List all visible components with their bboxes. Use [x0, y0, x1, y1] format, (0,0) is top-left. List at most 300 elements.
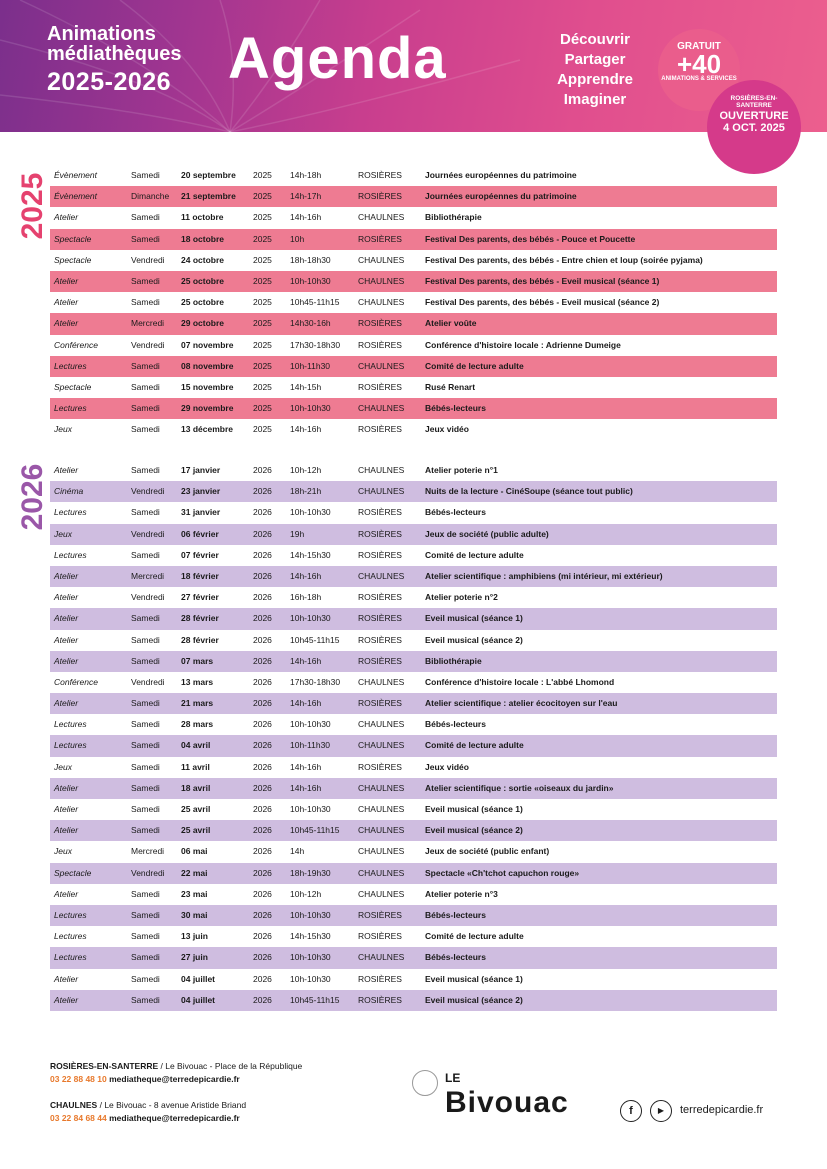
event-title: Comité de lecture adulte — [425, 931, 524, 942]
table-row — [50, 229, 777, 250]
event-year: 2026 — [253, 465, 272, 475]
event-day: Samedi — [131, 655, 160, 666]
event-day: Vendredi — [131, 486, 165, 497]
event-place: ROSIÈRES — [358, 507, 402, 518]
event-title: Journées européennes du patrimoine — [425, 170, 577, 180]
event-date: 18 avril — [181, 782, 211, 793]
event-place: ROSIÈRES — [358, 973, 402, 984]
event-time: 10h-10h30 — [290, 403, 331, 414]
event-year: 2025 — [253, 424, 272, 435]
event-date: 31 janvier — [181, 507, 221, 518]
table-row — [50, 651, 777, 672]
event-time: 10h-10h30 — [290, 973, 331, 984]
event-title: Jeux vidéo — [425, 761, 469, 772]
event-year: 2026 — [253, 782, 272, 793]
event-date: 13 juin — [181, 931, 208, 942]
event-title: Jeux vidéo — [425, 424, 469, 435]
event-type: Atelier — [54, 634, 79, 645]
event-day: Samedi — [131, 613, 160, 624]
table-row — [50, 672, 777, 693]
agenda-table-2025 — [50, 165, 777, 440]
event-time: 14h — [290, 846, 305, 857]
opening-badge-label: OUVERTURE — [719, 110, 789, 122]
event-time: 10h-10h30 — [290, 275, 331, 286]
event-time: 19h — [290, 528, 305, 539]
event-title: Bébés-lecteurs — [425, 403, 486, 414]
event-time: 10h45-11h15 — [290, 994, 340, 1005]
contact-phone[interactable]: 03 22 84 68 44 — [50, 1113, 107, 1123]
event-day: Samedi — [131, 719, 160, 730]
event-year: 2026 — [253, 761, 272, 772]
event-time: 10h — [290, 233, 305, 244]
event-day: Samedi — [131, 297, 160, 308]
event-type: Atelier — [54, 782, 79, 793]
event-day: Vendredi — [131, 676, 165, 687]
event-time: 14h-16h — [290, 424, 322, 435]
event-time: 10h-10h30 — [290, 719, 331, 730]
contact-rosieres — [50, 1060, 302, 1086]
opening-badge — [707, 80, 801, 174]
event-type: Évènement — [54, 170, 97, 180]
event-title: Atelier poterie n°2 — [425, 592, 498, 603]
event-time: 10h45-11h15 — [290, 825, 340, 836]
event-title: Comité de lecture adulte — [425, 740, 524, 751]
event-title: Festival Des parents, des bébés - Entre chien et loup (soirée pyjama) — [425, 254, 703, 265]
event-year: 2026 — [253, 655, 272, 666]
event-type: Spectacle — [54, 867, 92, 878]
event-year: 2025 — [253, 403, 272, 414]
event-year: 2026 — [253, 507, 272, 518]
event-day: Samedi — [131, 424, 160, 435]
event-place: CHAULNES — [358, 486, 405, 497]
table-row — [50, 778, 777, 799]
event-place: ROSIÈRES — [358, 170, 402, 180]
free-badge-label: GRATUIT — [677, 41, 721, 52]
header-season: 2025-2026 — [47, 68, 172, 96]
event-place: ROSIÈRES — [358, 994, 402, 1005]
event-type: Atelier — [54, 212, 79, 223]
table-row — [50, 757, 777, 778]
event-type: Lectures — [54, 952, 87, 963]
event-time: 16h-18h — [290, 592, 322, 603]
event-place: CHAULNES — [358, 846, 405, 857]
event-time: 10h45-11h15 — [290, 297, 340, 308]
table-row — [50, 502, 777, 523]
event-title: Conférence d'histoire locale : Adrienne Dumeige — [425, 339, 621, 350]
event-title: Eveil musical (séance 1) — [425, 973, 523, 984]
event-type: Atelier — [54, 825, 79, 836]
table-row — [50, 292, 777, 313]
event-year: 2026 — [253, 846, 272, 857]
event-day: Samedi — [131, 170, 160, 180]
event-day: Samedi — [131, 275, 160, 286]
event-time: 10h-12h — [290, 888, 322, 899]
table-row — [50, 587, 777, 608]
event-time: 14h-18h — [290, 170, 322, 180]
table-row — [50, 630, 777, 651]
table-row — [50, 419, 777, 440]
event-date: 11 octobre — [181, 212, 224, 223]
event-day: Samedi — [131, 994, 160, 1005]
event-time: 14h30-16h — [290, 318, 331, 329]
table-row — [50, 799, 777, 820]
event-day: Samedi — [131, 465, 160, 475]
event-day: Samedi — [131, 909, 160, 920]
event-title: Bibliothérapie — [425, 655, 482, 666]
event-time: 10h-11h30 — [290, 360, 331, 371]
event-date: 20 septembre — [181, 170, 236, 180]
event-type: Lectures — [54, 360, 87, 371]
event-place: CHAULNES — [358, 888, 405, 899]
event-type: Cinéma — [54, 486, 84, 497]
event-year: 2026 — [253, 486, 272, 497]
event-day: Samedi — [131, 952, 160, 963]
event-time: 14h-16h — [290, 698, 322, 709]
event-date: 28 février — [181, 613, 219, 624]
event-type: Atelier — [54, 465, 79, 475]
event-place: CHAULNES — [358, 782, 405, 793]
event-title: Festival Des parents, des bébés - Eveil musical (séance 1) — [425, 275, 660, 286]
event-date: 17 janvier — [181, 465, 221, 475]
contact-email[interactable]: mediatheque@terredepicardie.fr — [106, 1113, 240, 1123]
contact-email[interactable]: mediatheque@terredepicardie.fr — [106, 1074, 240, 1084]
table-row — [50, 460, 777, 481]
event-place: ROSIÈRES — [358, 698, 402, 709]
event-year: 2026 — [253, 592, 272, 603]
header-subtitle — [47, 24, 181, 99]
table-row — [50, 884, 777, 905]
event-place: CHAULNES — [358, 719, 405, 730]
event-day: Mercredi — [131, 318, 165, 329]
contact-chaulnes — [50, 1099, 246, 1125]
header-banner — [0, 0, 827, 132]
event-year: 2026 — [253, 825, 272, 836]
event-type: Spectacle — [54, 233, 92, 244]
event-time: 14h-16h — [290, 761, 322, 772]
event-place: ROSIÈRES — [358, 549, 402, 560]
event-day: Samedi — [131, 549, 160, 560]
event-place: CHAULNES — [358, 676, 405, 687]
free-badge-count: +40 — [676, 49, 722, 79]
table-row — [50, 990, 777, 1011]
event-year: 2025 — [253, 212, 272, 223]
event-date: 18 octobre — [181, 233, 224, 244]
event-title: Eveil musical (séance 1) — [425, 804, 523, 814]
table-row — [50, 714, 777, 735]
table-row — [50, 969, 777, 990]
website-link[interactable]: terredepicardie.fr — [680, 1104, 764, 1116]
event-place: ROSIÈRES — [358, 318, 402, 329]
event-type: Spectacle — [54, 254, 92, 265]
event-day: Samedi — [131, 403, 160, 414]
event-day: Samedi — [131, 740, 160, 751]
event-time: 18h-19h30 — [290, 867, 331, 878]
event-date: 29 octobre — [181, 318, 224, 329]
event-place: ROSIÈRES — [358, 424, 402, 435]
event-time: 14h-15h30 — [290, 931, 331, 942]
opening-badge-place: ROSIÈRES-EN-SANTERRE — [730, 95, 778, 109]
event-year: 2026 — [253, 888, 272, 899]
event-type: Lectures — [54, 931, 87, 942]
table-row — [50, 313, 777, 334]
event-year: 2025 — [253, 297, 272, 308]
event-title: Jeux de société (public enfant) — [425, 846, 550, 857]
keyword: Découvrir — [559, 31, 631, 48]
header-line2: médiathèques — [47, 43, 182, 65]
event-day: Samedi — [131, 973, 160, 984]
keyword: Partager — [564, 51, 626, 68]
keyword: Imaginer — [563, 91, 627, 108]
event-place: CHAULNES — [358, 867, 405, 878]
youtube-icon[interactable]: ▶ — [650, 1100, 672, 1122]
event-year: 2025 — [253, 339, 272, 350]
event-time: 10h-10h30 — [290, 909, 331, 920]
event-title: Atelier poterie n°1 — [425, 465, 498, 475]
event-place: CHAULNES — [358, 804, 405, 814]
table-row — [50, 165, 777, 186]
table-row — [50, 566, 777, 587]
event-title: Atelier voûte — [425, 318, 477, 329]
event-year: 2026 — [253, 549, 272, 560]
event-date: 07 mars — [181, 655, 214, 666]
event-day: Samedi — [131, 381, 160, 392]
event-time: 10h-10h30 — [290, 804, 331, 814]
event-day: Samedi — [131, 804, 160, 814]
event-year: 2025 — [253, 170, 272, 180]
table-row — [50, 377, 777, 398]
event-time: 17h30-18h30 — [290, 339, 341, 350]
event-type: Conférence — [54, 676, 98, 687]
table-row — [50, 250, 777, 271]
event-type: Lectures — [54, 909, 87, 920]
event-day: Samedi — [131, 507, 160, 518]
event-date: 04 avril — [181, 740, 211, 751]
event-place: ROSIÈRES — [358, 528, 402, 539]
event-date: 06 février — [181, 528, 219, 539]
event-title: Journées européennes du patrimoine — [425, 191, 577, 202]
event-place: CHAULNES — [358, 275, 405, 286]
event-year: 2025 — [253, 360, 272, 371]
event-time: 10h-12h — [290, 465, 322, 475]
event-title: Spectacle «Ch'tchot capuchon rouge» — [425, 867, 580, 878]
event-year: 2025 — [253, 254, 272, 265]
event-title: Bébés-lecteurs — [425, 719, 486, 730]
event-time: 14h-15h — [290, 381, 322, 392]
table-row — [50, 947, 777, 968]
event-place: CHAULNES — [358, 403, 405, 414]
event-date: 25 avril — [181, 804, 211, 814]
event-date: 22 mai — [181, 867, 208, 878]
event-place: CHAULNES — [358, 825, 405, 836]
table-row — [50, 524, 777, 545]
event-type: Atelier — [54, 318, 79, 329]
event-title: Comité de lecture adulte — [425, 549, 524, 560]
event-day: Samedi — [131, 634, 160, 645]
event-time: 17h30-18h30 — [290, 676, 341, 687]
event-date: 11 avril — [181, 761, 210, 772]
event-date: 08 novembre — [181, 360, 234, 371]
event-place: CHAULNES — [358, 254, 405, 265]
event-year: 2026 — [253, 973, 272, 984]
event-year: 2026 — [253, 698, 272, 709]
event-year: 2025 — [253, 191, 272, 202]
event-time: 10h-10h30 — [290, 613, 331, 624]
event-date: 07 novembre — [181, 339, 234, 350]
contact-phone[interactable]: 03 22 88 48 10 — [50, 1074, 107, 1084]
event-date: 24 octobre — [181, 254, 224, 265]
year-label-2026: 2026 — [16, 463, 49, 531]
table-row — [50, 735, 777, 756]
table-row — [50, 820, 777, 841]
event-year: 2026 — [253, 740, 272, 751]
event-place: CHAULNES — [358, 952, 405, 963]
event-type: Lectures — [54, 740, 87, 751]
page-title: Agenda — [228, 26, 447, 91]
event-time: 14h-16h — [290, 782, 322, 793]
event-title: Festival Des parents, des bébés - Pouce et Poucette — [425, 233, 636, 244]
event-time: 10h-10h30 — [290, 507, 331, 518]
table-row — [50, 186, 777, 207]
event-date: 23 mai — [181, 888, 208, 899]
event-place: ROSIÈRES — [358, 655, 402, 666]
event-year: 2026 — [253, 676, 272, 687]
event-date: 28 février — [181, 634, 219, 645]
event-title: Bébés-lecteurs — [425, 507, 486, 518]
table-row — [50, 905, 777, 926]
event-place: ROSIÈRES — [358, 931, 402, 942]
event-time: 10h-10h30 — [290, 952, 331, 963]
event-place: ROSIÈRES — [358, 634, 402, 645]
event-day: Vendredi — [131, 867, 165, 878]
event-year: 2025 — [253, 275, 272, 286]
event-date: 30 mai — [181, 909, 208, 920]
event-date: 13 décembre — [181, 424, 233, 435]
event-date: 21 mars — [181, 698, 214, 709]
event-place: ROSIÈRES — [358, 761, 402, 772]
event-type: Atelier — [54, 888, 79, 899]
event-type: Atelier — [54, 655, 79, 666]
event-day: Samedi — [131, 782, 160, 793]
event-year: 2025 — [253, 381, 272, 392]
event-title: Bibliothérapie — [425, 212, 482, 223]
facebook-icon[interactable]: f — [620, 1100, 642, 1122]
event-title: Atelier scientifique : amphibiens (mi intérieur, mi extérieur) — [425, 570, 663, 581]
brand-le: LE — [445, 1071, 461, 1085]
event-title: Atelier scientifique : atelier écocitoyen sur l'eau — [425, 698, 618, 709]
event-year: 2026 — [253, 952, 272, 963]
event-place: CHAULNES — [358, 212, 405, 223]
event-title: Comité de lecture adulte — [425, 360, 524, 371]
contact-name: CHAULNES — [50, 1100, 98, 1110]
event-year: 2026 — [253, 867, 272, 878]
event-time: 18h-18h30 — [290, 254, 331, 265]
table-row — [50, 863, 777, 884]
year-label-2025: 2025 — [16, 172, 49, 240]
contact-address: / Le Bivouac - Place de la République — [158, 1061, 303, 1071]
event-year: 2026 — [253, 634, 272, 645]
event-type: Lectures — [54, 507, 87, 518]
event-date: 29 novembre — [181, 403, 234, 414]
event-type: Lectures — [54, 549, 87, 560]
keyword: Apprendre — [557, 71, 633, 88]
table-row — [50, 356, 777, 377]
event-place: ROSIÈRES — [358, 191, 402, 202]
event-place: ROSIÈRES — [358, 233, 402, 244]
event-title: Eveil musical (séance 2) — [425, 825, 523, 836]
event-type: Atelier — [54, 297, 79, 308]
event-title: Jeux de société (public adulte) — [425, 528, 549, 539]
event-day: Samedi — [131, 825, 160, 836]
event-title: Eveil musical (séance 2) — [425, 634, 523, 645]
header-line1: Animations — [47, 23, 156, 45]
event-date: 06 mai — [181, 846, 208, 857]
event-type: Atelier — [54, 570, 79, 581]
event-day: Samedi — [131, 360, 160, 371]
opening-badge-date: 4 OCT. 2025 — [723, 122, 785, 134]
event-day: Samedi — [131, 212, 160, 223]
table-row — [50, 608, 777, 629]
contact-name: ROSIÈRES-EN-SANTERRE — [50, 1061, 159, 1071]
event-day: Mercredi — [131, 570, 165, 581]
event-type: Atelier — [54, 275, 79, 286]
event-date: 27 février — [181, 592, 219, 603]
event-date: 04 juillet — [181, 994, 216, 1005]
terre-de-picardie-logo-icon — [412, 1070, 438, 1096]
event-year: 2025 — [253, 318, 272, 329]
event-date: 07 février — [181, 549, 219, 560]
event-type: Lectures — [54, 403, 87, 414]
event-date: 04 juillet — [181, 973, 216, 984]
event-year: 2026 — [253, 804, 272, 814]
event-time: 10h-11h30 — [290, 740, 331, 751]
event-type: Jeux — [54, 528, 72, 539]
event-time: 14h-16h — [290, 212, 322, 223]
event-day: Samedi — [131, 761, 160, 772]
event-place: ROSIÈRES — [358, 339, 402, 350]
event-title: Festival Des parents, des bébés - Eveil musical (séance 2) — [425, 297, 660, 308]
event-time: 14h-15h30 — [290, 549, 331, 560]
event-title: Eveil musical (séance 1) — [425, 613, 523, 624]
event-time: 14h-16h — [290, 655, 322, 666]
event-date: 21 septembre — [181, 191, 236, 202]
event-place: CHAULNES — [358, 740, 405, 751]
event-day: Samedi — [131, 888, 160, 899]
event-place: CHAULNES — [358, 297, 405, 308]
event-type: Atelier — [54, 804, 79, 814]
event-date: 25 octobre — [181, 275, 224, 286]
event-day: Vendredi — [131, 592, 165, 603]
table-row — [50, 207, 777, 228]
event-time: 18h-21h — [290, 486, 322, 497]
event-type: Spectacle — [54, 381, 92, 392]
table-row — [50, 398, 777, 419]
table-row — [50, 481, 777, 502]
event-place: CHAULNES — [358, 570, 405, 581]
event-date: 15 novembre — [181, 381, 234, 392]
event-date: 23 janvier — [181, 486, 221, 497]
event-type: Atelier — [54, 592, 79, 603]
table-row — [50, 693, 777, 714]
event-title: Rusé Renart — [425, 381, 476, 392]
event-year: 2026 — [253, 909, 272, 920]
event-day: Vendredi — [131, 339, 165, 350]
table-row — [50, 335, 777, 356]
free-badge-caption: ANIMATIONS & SERVICES — [661, 76, 737, 82]
event-year: 2026 — [253, 994, 272, 1005]
contact-address: / Le Bivouac - 8 avenue Aristide Briand — [97, 1100, 247, 1110]
event-type: Évènement — [54, 191, 97, 202]
event-type: Jeux — [54, 761, 72, 772]
